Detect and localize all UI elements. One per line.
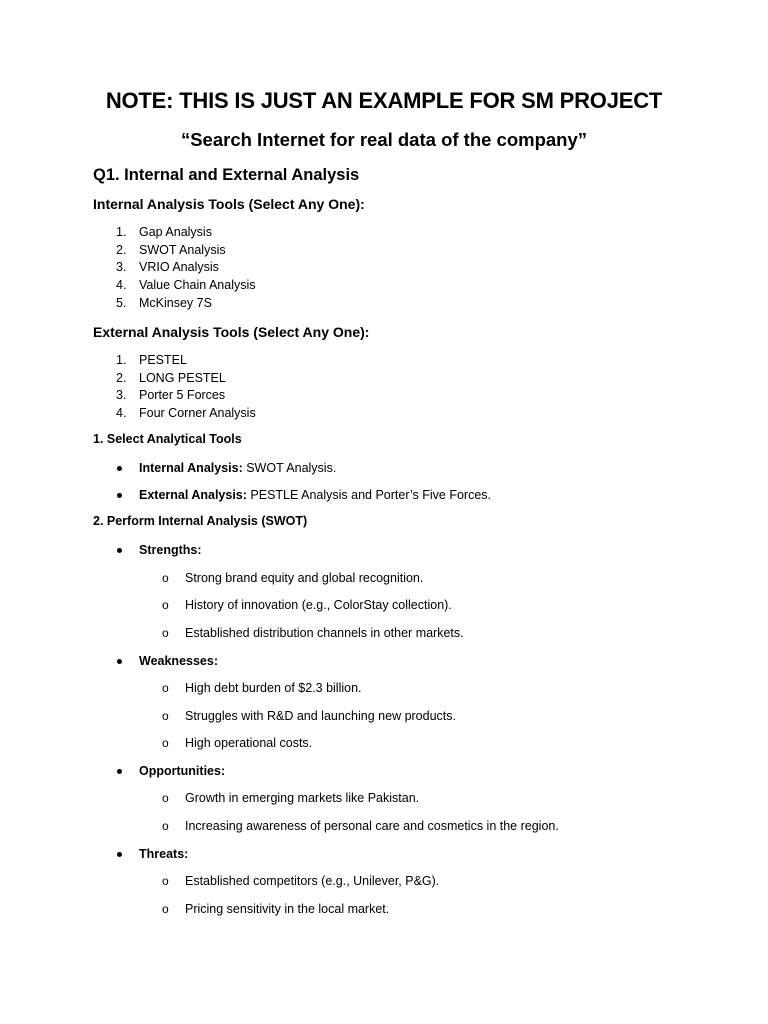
- list-item: [93, 242, 256, 260]
- sub-bullet-marker: o: [162, 902, 169, 916]
- list-text: Pricing sensitivity in the local market.: [185, 902, 390, 916]
- list-text: Struggles with R&D and launching new products.: [185, 709, 456, 723]
- bullet-dot: [117, 548, 122, 553]
- list-number: 3.: [116, 388, 127, 403]
- sub-bullet-marker: o: [162, 709, 169, 723]
- internal-tools-heading: Internal Analysis Tools (Select Any One):: [93, 196, 365, 212]
- sub-bullet-marker: o: [162, 791, 169, 805]
- list-item: [93, 277, 256, 295]
- bullet-dot: [117, 769, 122, 774]
- list-number: 1.: [116, 225, 127, 239]
- list-text: Established competitors (e.g., Unilever, P&G).: [185, 874, 440, 888]
- page-title: NOTE: THIS IS JUST AN EXAMPLE FOR SM PROJECT: [105, 88, 663, 113]
- list-text: Established distribution channels in other markets.: [185, 626, 464, 640]
- list-number: 2.: [116, 370, 127, 385]
- list-label: Value Chain Analysis: [139, 278, 256, 293]
- section2-heading: 2. Perform Internal Analysis (SWOT): [93, 514, 308, 528]
- bullet-label: Internal Analysis:: [139, 461, 243, 475]
- opportunities-label: Opportunities:: [139, 764, 226, 778]
- bullet-value: SWOT Analysis.: [242, 461, 337, 475]
- bullet-dot: [117, 493, 122, 498]
- list-item: [93, 405, 256, 423]
- bullet-dot: [117, 659, 122, 664]
- list-label: VRIO Analysis: [139, 260, 219, 275]
- threats-label: Threats:: [139, 847, 189, 861]
- list-label: Gap Analysis: [139, 225, 212, 239]
- q1-heading: Q1. Internal and External Analysis: [93, 166, 360, 184]
- strengths-label: Strengths:: [139, 543, 202, 557]
- list-number: 2.: [116, 242, 127, 257]
- list-item: [93, 387, 256, 405]
- sub-bullet-marker: o: [162, 626, 169, 640]
- internal-tools-list: [93, 224, 256, 312]
- list-item: [93, 259, 256, 277]
- list-number: 5.: [116, 295, 127, 310]
- list-number: 3.: [116, 260, 127, 275]
- list-number: 4.: [116, 278, 127, 293]
- list-label: LONG PESTEL: [139, 370, 226, 385]
- list-label: PESTEL: [139, 353, 187, 367]
- list-text: Strong brand equity and global recognition.: [185, 571, 424, 585]
- bullet-dot: [117, 852, 122, 857]
- sub-bullet-marker: o: [162, 598, 169, 612]
- list-text: High debt burden of $2.3 billion.: [185, 681, 362, 695]
- list-item: [93, 295, 256, 313]
- section1-heading: 1. Select Analytical Tools: [93, 432, 242, 446]
- bullet-value: PESTLE Analysis and Porter’s Five Forces.: [246, 488, 492, 502]
- list-text: High operational costs.: [185, 736, 313, 750]
- bullet-label: External Analysis:: [139, 488, 247, 502]
- external-tools-list: [93, 352, 256, 423]
- sub-bullet-marker: o: [162, 819, 169, 833]
- list-text: History of innovation (e.g., ColorStay collection).: [185, 598, 452, 612]
- list-label: SWOT Analysis: [139, 242, 226, 257]
- list-label: Four Corner Analysis: [139, 406, 256, 421]
- sub-bullet-marker: o: [162, 571, 169, 585]
- list-label: McKinsey 7S: [139, 295, 212, 310]
- sub-bullet-marker: o: [162, 874, 169, 888]
- bullet-dot: [117, 466, 122, 471]
- list-label: Porter 5 Forces: [139, 388, 226, 403]
- external-tools-heading: External Analysis Tools (Select Any One):: [93, 324, 370, 340]
- list-number: 4.: [116, 406, 127, 421]
- list-item: [93, 224, 256, 242]
- sub-bullet-marker: o: [162, 681, 169, 695]
- list-number: 1.: [116, 353, 127, 367]
- sub-bullet-marker: o: [162, 736, 169, 750]
- list-item: [93, 370, 256, 388]
- weaknesses-label: Weaknesses:: [139, 654, 218, 668]
- list-text: Increasing awareness of personal care and cosmetics in the region.: [185, 819, 559, 833]
- list-text: Growth in emerging markets like Pakistan.: [185, 791, 420, 805]
- page-subtitle: “Search Internet for real data of the company”: [180, 129, 588, 150]
- list-item: [93, 352, 256, 370]
